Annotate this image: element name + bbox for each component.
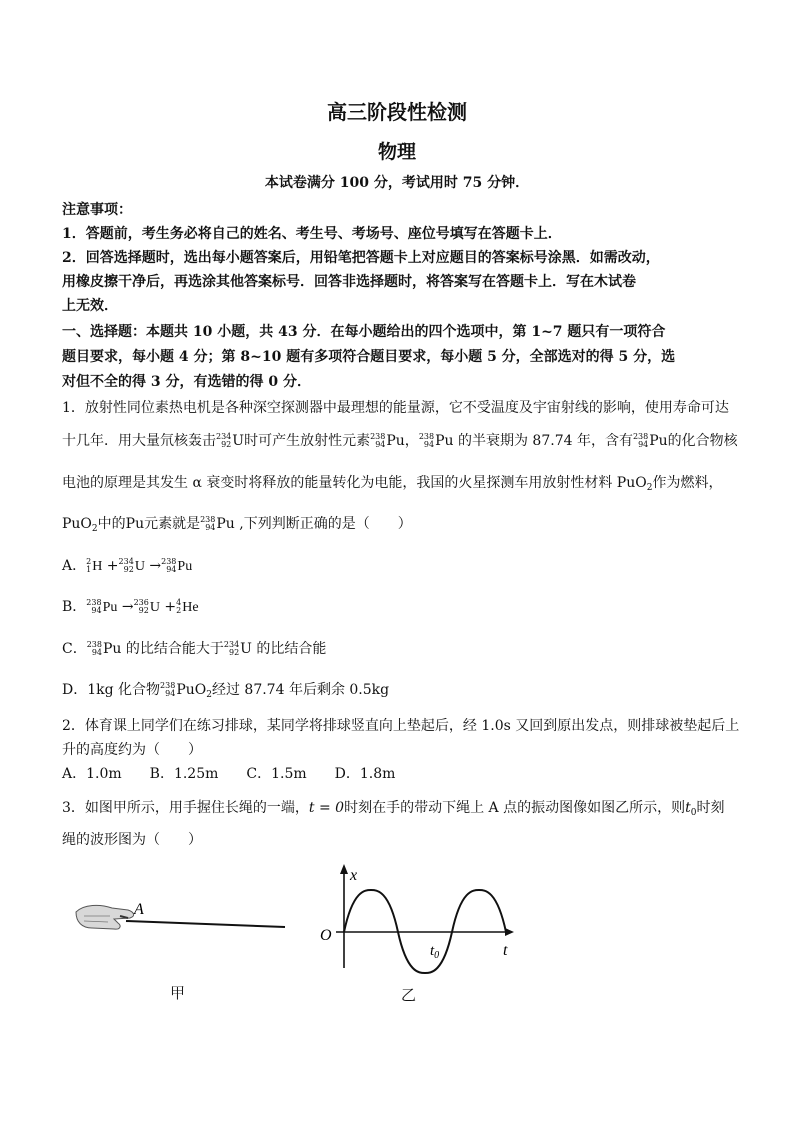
note-2-line2: 用橡皮擦干净后，再选涂其他答案标号．回答非选择题时，将答案写在答题卡上．写在木试卷 (62, 274, 636, 290)
rope-line (126, 921, 285, 927)
q1-line2-text-a: 十几年．用大量氘核轰击 (62, 433, 216, 449)
notes-heading: 注意事项： (62, 202, 132, 218)
point-a-label: A (134, 901, 144, 918)
q3-line1: 3．如图甲所示，用手握住长绳的一端，t = 0时刻在手的带动下绳上 A 点的振动图像如图乙所示，则$t_0$时刻 (62, 800, 725, 818)
q1-line2-text-c: Pu， (386, 433, 419, 449)
q1-line2-text-b: U时可产生放射性元素 (232, 433, 371, 449)
isotope-pu238-d: 238 94 (200, 515, 216, 532)
q1-option-d: D．1kg 化合物 238 94 PuO$_2$经过 87.74 年后剩余 0.5kg (62, 681, 390, 700)
section1-line1: 一、选择题：本题共 10 小题，共 43 分．在每小题给出的四个选项中，第 1~7 题只有一项符合 (62, 324, 666, 340)
figure-right-caption: 乙 (401, 986, 417, 1004)
q1-line2-text-e: Pu的化合物核 (649, 433, 738, 449)
q1-line4-text-c: Pu ,下列判断正确的是（ ） (216, 516, 412, 532)
axis-x-label: x (350, 867, 358, 884)
q1-line1: 1．放射性同位素热电机是各种深空探测器中最理想的能量源，它不受温度及宇宙射线的影响，使用寿命可达 (62, 400, 729, 416)
section1-line3: 对但不全的得 3 分，有选错的得 0 分． (62, 374, 311, 390)
q2-line1: 2．体育课上同学们在练习排球，某同学将排球竖直向上垫起后，经 1.0s 又回到原出发点，则排球被垫起后上 (62, 718, 740, 734)
q1-option-a: A． 2 1 H + 234 92 U → 238 94 Pu (62, 557, 193, 574)
section1-line2: 题目要求，每小题 4 分；第 8~10 题有多项符合题目要求，每小题 5 分，全部选对的得 5 分，选 (62, 349, 676, 365)
note-2-line3: 上无效． (62, 298, 118, 314)
subscript-2: 2 (91, 524, 98, 534)
isotope-pu238-b: 238 94 (418, 432, 435, 449)
q3-line2: 绳的波形图为（ ） (62, 832, 202, 848)
subject-title: 物理 (377, 141, 416, 163)
q1-option-b: B． 238 94 Pu → 236 92 U + 4 2 He (62, 598, 199, 615)
q2-line2: 升的高度约为（ ） (62, 742, 202, 758)
q2-options: A．1.0m B．1.25m C．1.5m D．1.8m (62, 766, 396, 782)
q1-line3-text-a: 电池的原理是其发生 α 衰变时将释放的能量转化为电能，我国的火星探测车用放射性材料 PuO (62, 475, 647, 491)
q1-option-c: C． 238 94 Pu 的比结合能大于 234 92 U 的比结合能 (62, 640, 327, 657)
q1-line4-text-b: 中的Pu元素就是 (97, 516, 201, 532)
q1-line3-text-b: 作为燃料， (652, 475, 723, 491)
q1-line4 (62, 513, 734, 540)
exam-title: 高三阶段性检测 (327, 100, 467, 124)
q1-line2 (62, 430, 738, 452)
isotope-pu238-a: 238 94 (370, 432, 386, 449)
figure-vibration-graph (310, 860, 530, 975)
figure-rope-hand (70, 890, 300, 950)
note-1: 1．答题前，考生务必将自己的姓名、考生号、考场号、座位号填写在答题卡上． (62, 226, 562, 242)
note-2-line1: 2．回答选择题时，选出每小题答案后，用铅笔把答题卡上对应题目的答案标号涂黑．如需改动， (62, 250, 660, 266)
q1-line4-text-a: PuO (62, 516, 92, 532)
hand-icon (76, 905, 134, 929)
isotope-u234: 234 92 (216, 432, 232, 449)
q1-line3 (62, 472, 734, 499)
origin-label: O (320, 927, 332, 944)
q1-line2-text-d: Pu 的半衰期为 87.74 年，含有 (435, 433, 633, 449)
exam-info: 本试卷满分 100 分，考试用时 75 分钟． (264, 175, 530, 191)
axis-t-label: t (503, 942, 508, 959)
figure-left-caption: 甲 (170, 984, 186, 1002)
isotope-pu238-c: 238 94 (632, 432, 649, 449)
t0-label: $t_0$ (430, 943, 440, 961)
subscript-2: 2 (646, 483, 653, 493)
